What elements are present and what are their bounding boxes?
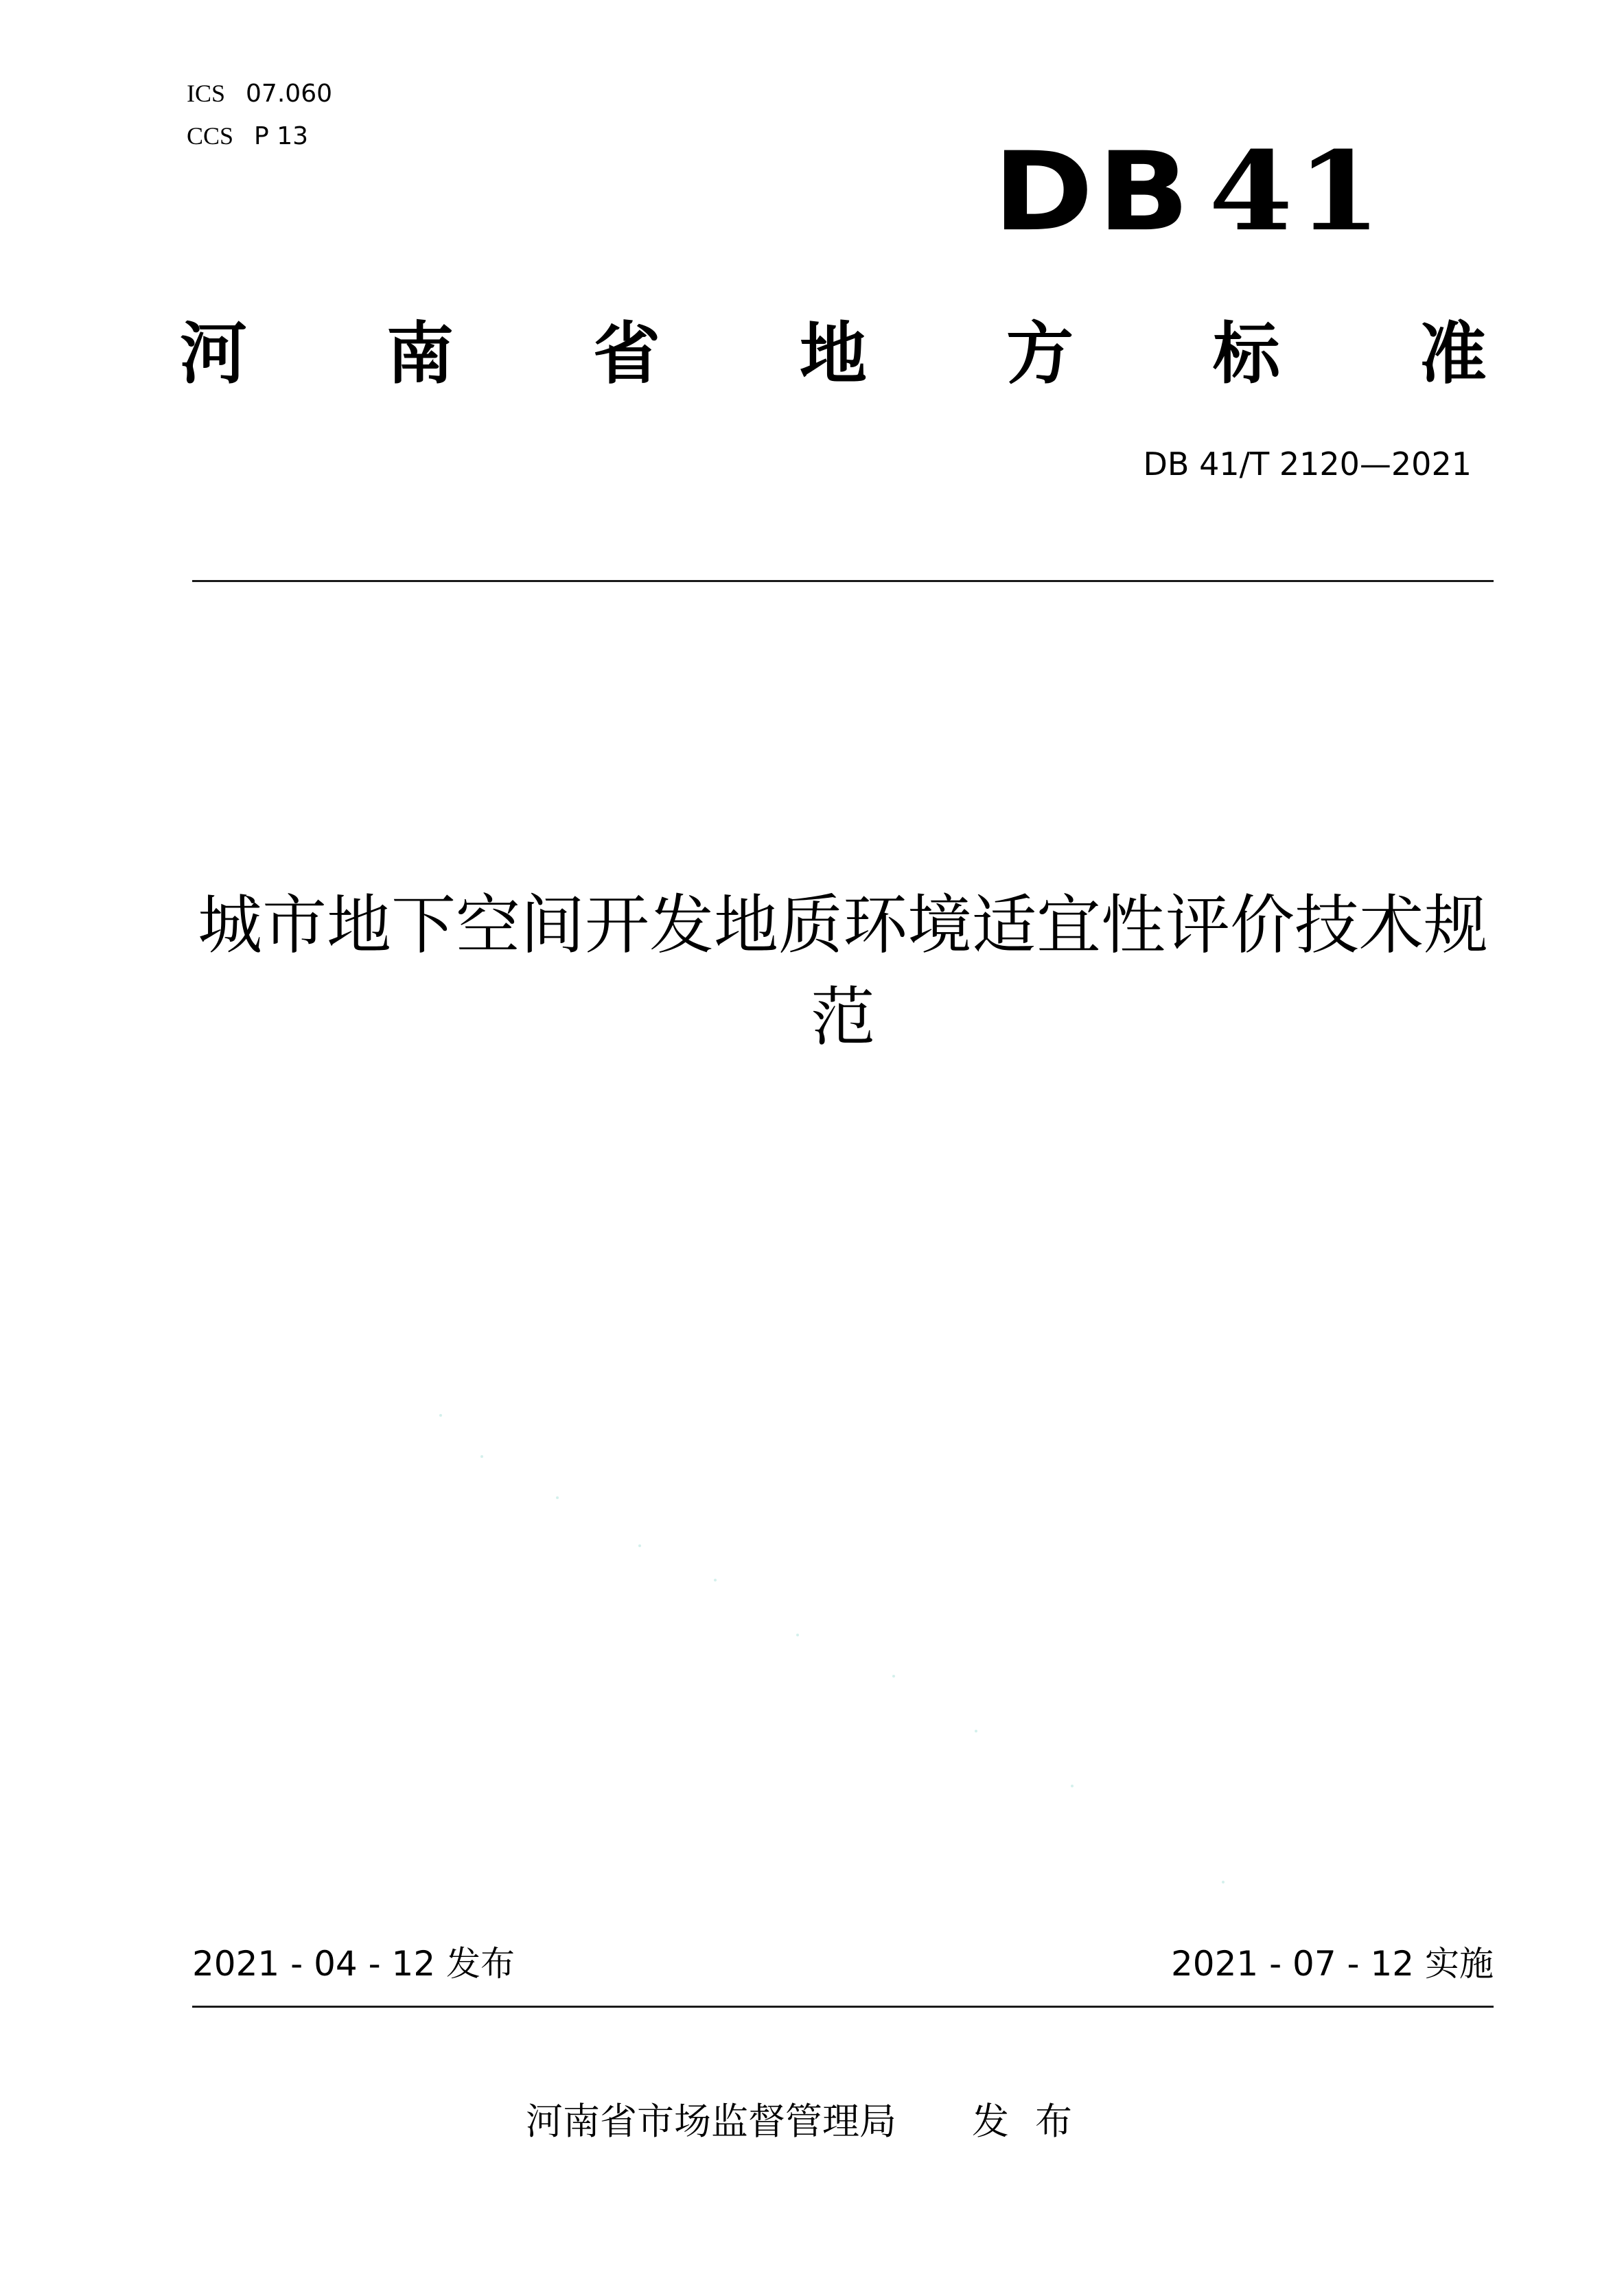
db-logo-letters: DB (993, 128, 1194, 255)
implementation-date: 2021 - 07 - 12 实施 (1170, 1944, 1494, 1984)
document-title: 城市地下空间开发地质环境适宜性评价技术规范 (197, 888, 1488, 1055)
ics-label: ICS (187, 80, 226, 107)
publish-action: 发布 (972, 2100, 1098, 2143)
standard-type-char: 地 (799, 315, 867, 393)
standard-type-heading (180, 314, 1487, 394)
db-logo-number: 41 (1209, 127, 1385, 255)
standard-type-char: 南 (386, 315, 454, 393)
standard-type-char: 省 (592, 315, 660, 393)
standard-type-char: 标 (1212, 315, 1280, 393)
ics-classification (187, 78, 332, 109)
bottom-divider (192, 2006, 1494, 2008)
top-divider (192, 580, 1494, 582)
standard-code: DB 41/T 2120—2021 (1143, 445, 1472, 483)
publisher-name: 河南省市场监督管理局 (526, 2100, 896, 2143)
ics-value: 07.060 (246, 80, 332, 108)
standard-type-char: 准 (1419, 315, 1487, 393)
standard-type-char: 方 (1006, 315, 1074, 393)
standard-type-char: 河 (180, 315, 248, 393)
ccs-label: CCS (187, 122, 234, 150)
db-logo (993, 127, 1385, 255)
ccs-value: P 13 (254, 122, 309, 150)
issue-date: 2021 - 04 - 12 发布 (192, 1944, 515, 1984)
ccs-classification (187, 121, 308, 152)
publisher-line (0, 2099, 1624, 2144)
